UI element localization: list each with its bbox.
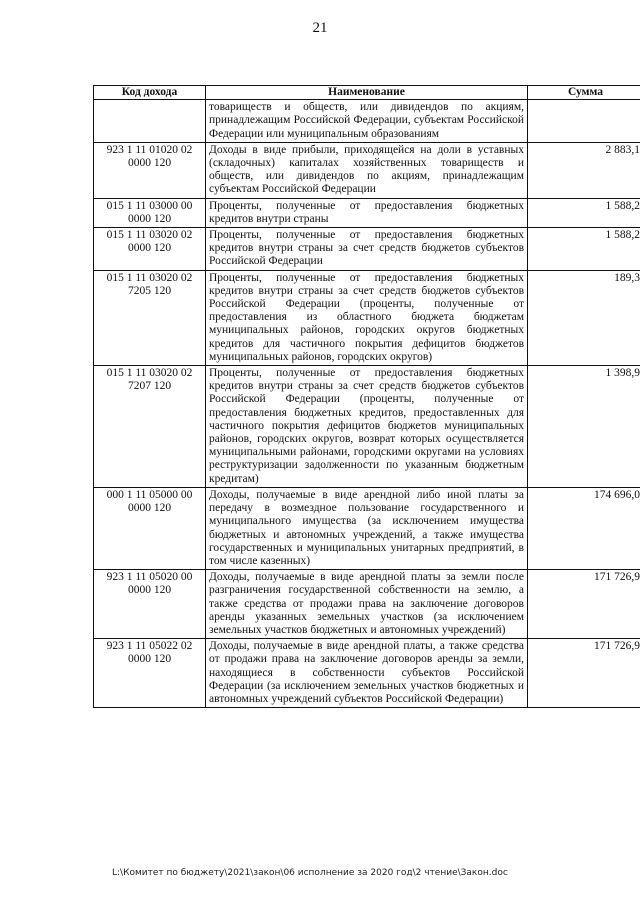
row-sum: 171 726,9 [528, 570, 640, 639]
row-code: 923 1 11 05020 00 0000 120 [94, 570, 206, 639]
table-row [94, 639, 640, 708]
table-row [94, 100, 640, 143]
header-name: Наименование [206, 86, 528, 100]
row-name: Проценты, полученные от предоставления бюджетных кредитов внутри страны за счет средств бюджетов субъектов Российской Федерации (проценты, полученные от предоставления из областного бюджета бюджетам муниципальных районов, городских округов бюджетных кредитов для частичного покрытия дефицитов бюджетов муниципальных районов, городских округов) [206, 270, 528, 365]
table-row [94, 198, 640, 227]
row-code: 923 1 11 05022 02 0000 120 [94, 639, 206, 708]
row-sum: 1 588,2 [528, 198, 640, 227]
row-name: Доходы, получаемые в виде арендной платы, а также средства от продажи права на заключение договоров аренды за земли, находящиеся в собственности субъектов Российской Федерации (за исключением земельных участков бюджетных и автономных учреждений субъектов Российской Федерации) [206, 639, 528, 708]
row-code: 015 1 11 03020 02 7207 120 [94, 366, 206, 488]
row-sum [528, 100, 640, 143]
row-code: 923 1 11 01020 02 0000 120 [94, 142, 206, 198]
table-row [94, 228, 640, 271]
row-name: Проценты, полученные от предоставления бюджетных кредитов внутри страны за счет средств бюджетов субъектов Российской Федерации (проценты, полученные от предоставления бюджетных кредитов, предоставленных для частичного покрытия дефицитов бюджетов муниципальных районов, городских округов, возврат которых осуществляется муниципальными районами, городскими округами на условиях реструктуризации задолженности по указанным бюджетным кредитам) [206, 366, 528, 488]
table-row [94, 142, 640, 198]
row-sum: 174 696,0 [528, 487, 640, 569]
row-sum: 1 588,2 [528, 228, 640, 271]
row-sum: 2 883,1 [528, 142, 640, 198]
table-row [94, 270, 640, 365]
table-row [94, 570, 640, 639]
row-sum: 1 398,9 [528, 366, 640, 488]
header-sum: Сумма [528, 86, 640, 100]
row-code [94, 100, 206, 143]
row-name: Проценты, полученные от предоставления бюджетных кредитов внутри страны [206, 198, 528, 227]
row-code: 015 1 11 03020 02 0000 120 [94, 228, 206, 271]
header-code: Код дохода [94, 86, 206, 100]
row-code: 015 1 11 03000 00 0000 120 [94, 198, 206, 227]
row-code: 015 1 11 03020 02 7205 120 [94, 270, 206, 365]
row-name: Проценты, полученные от предоставления бюджетных кредитов внутри страны за счет средств бюджетов субъектов Российской Федерации [206, 228, 528, 271]
row-name: Доходы, получаемые в виде арендной либо иной платы за передачу в возмездное пользование государственного и муниципального имущества (за исключением имущества бюджетных и автономных учреждений, а также имущества государственных и муниципальных унитарных предприятий, в том числе казенных) [206, 487, 528, 569]
file-path-footer: L:\Комитет по бюджету\2021\закон\06 исполнение за 2020 год\2 чтение\Закон.doc [112, 868, 508, 878]
table-header-row [94, 86, 640, 100]
row-name: Доходы в виде прибыли, приходящейся на доли в уставных (складочных) капиталах хозяйственных товариществ и обществ, или дивидендов по акциям, принадлежащим субъектам Российской Федерации [206, 142, 528, 198]
table-row [94, 487, 640, 569]
table-row [94, 366, 640, 488]
row-sum: 171 726,9 [528, 639, 640, 708]
page-number: 21 [312, 20, 328, 36]
row-name: Доходы, получаемые в виде арендной платы за земли после разграничения государственной собственности на землю, а также средства от продажи права на заключение договоров аренды указанных земельных участков (за исключением земельных участков бюджетных и автономных учреждений) [206, 570, 528, 639]
row-name: товариществ и обществ, или дивидендов по акциям, принадлежащим Российской Федерации, субъектам Российской Федерации или муниципальным образованиям [206, 100, 528, 143]
budget-table [93, 85, 640, 708]
row-code: 000 1 11 05000 00 0000 120 [94, 487, 206, 569]
row-sum: 189,3 [528, 270, 640, 365]
